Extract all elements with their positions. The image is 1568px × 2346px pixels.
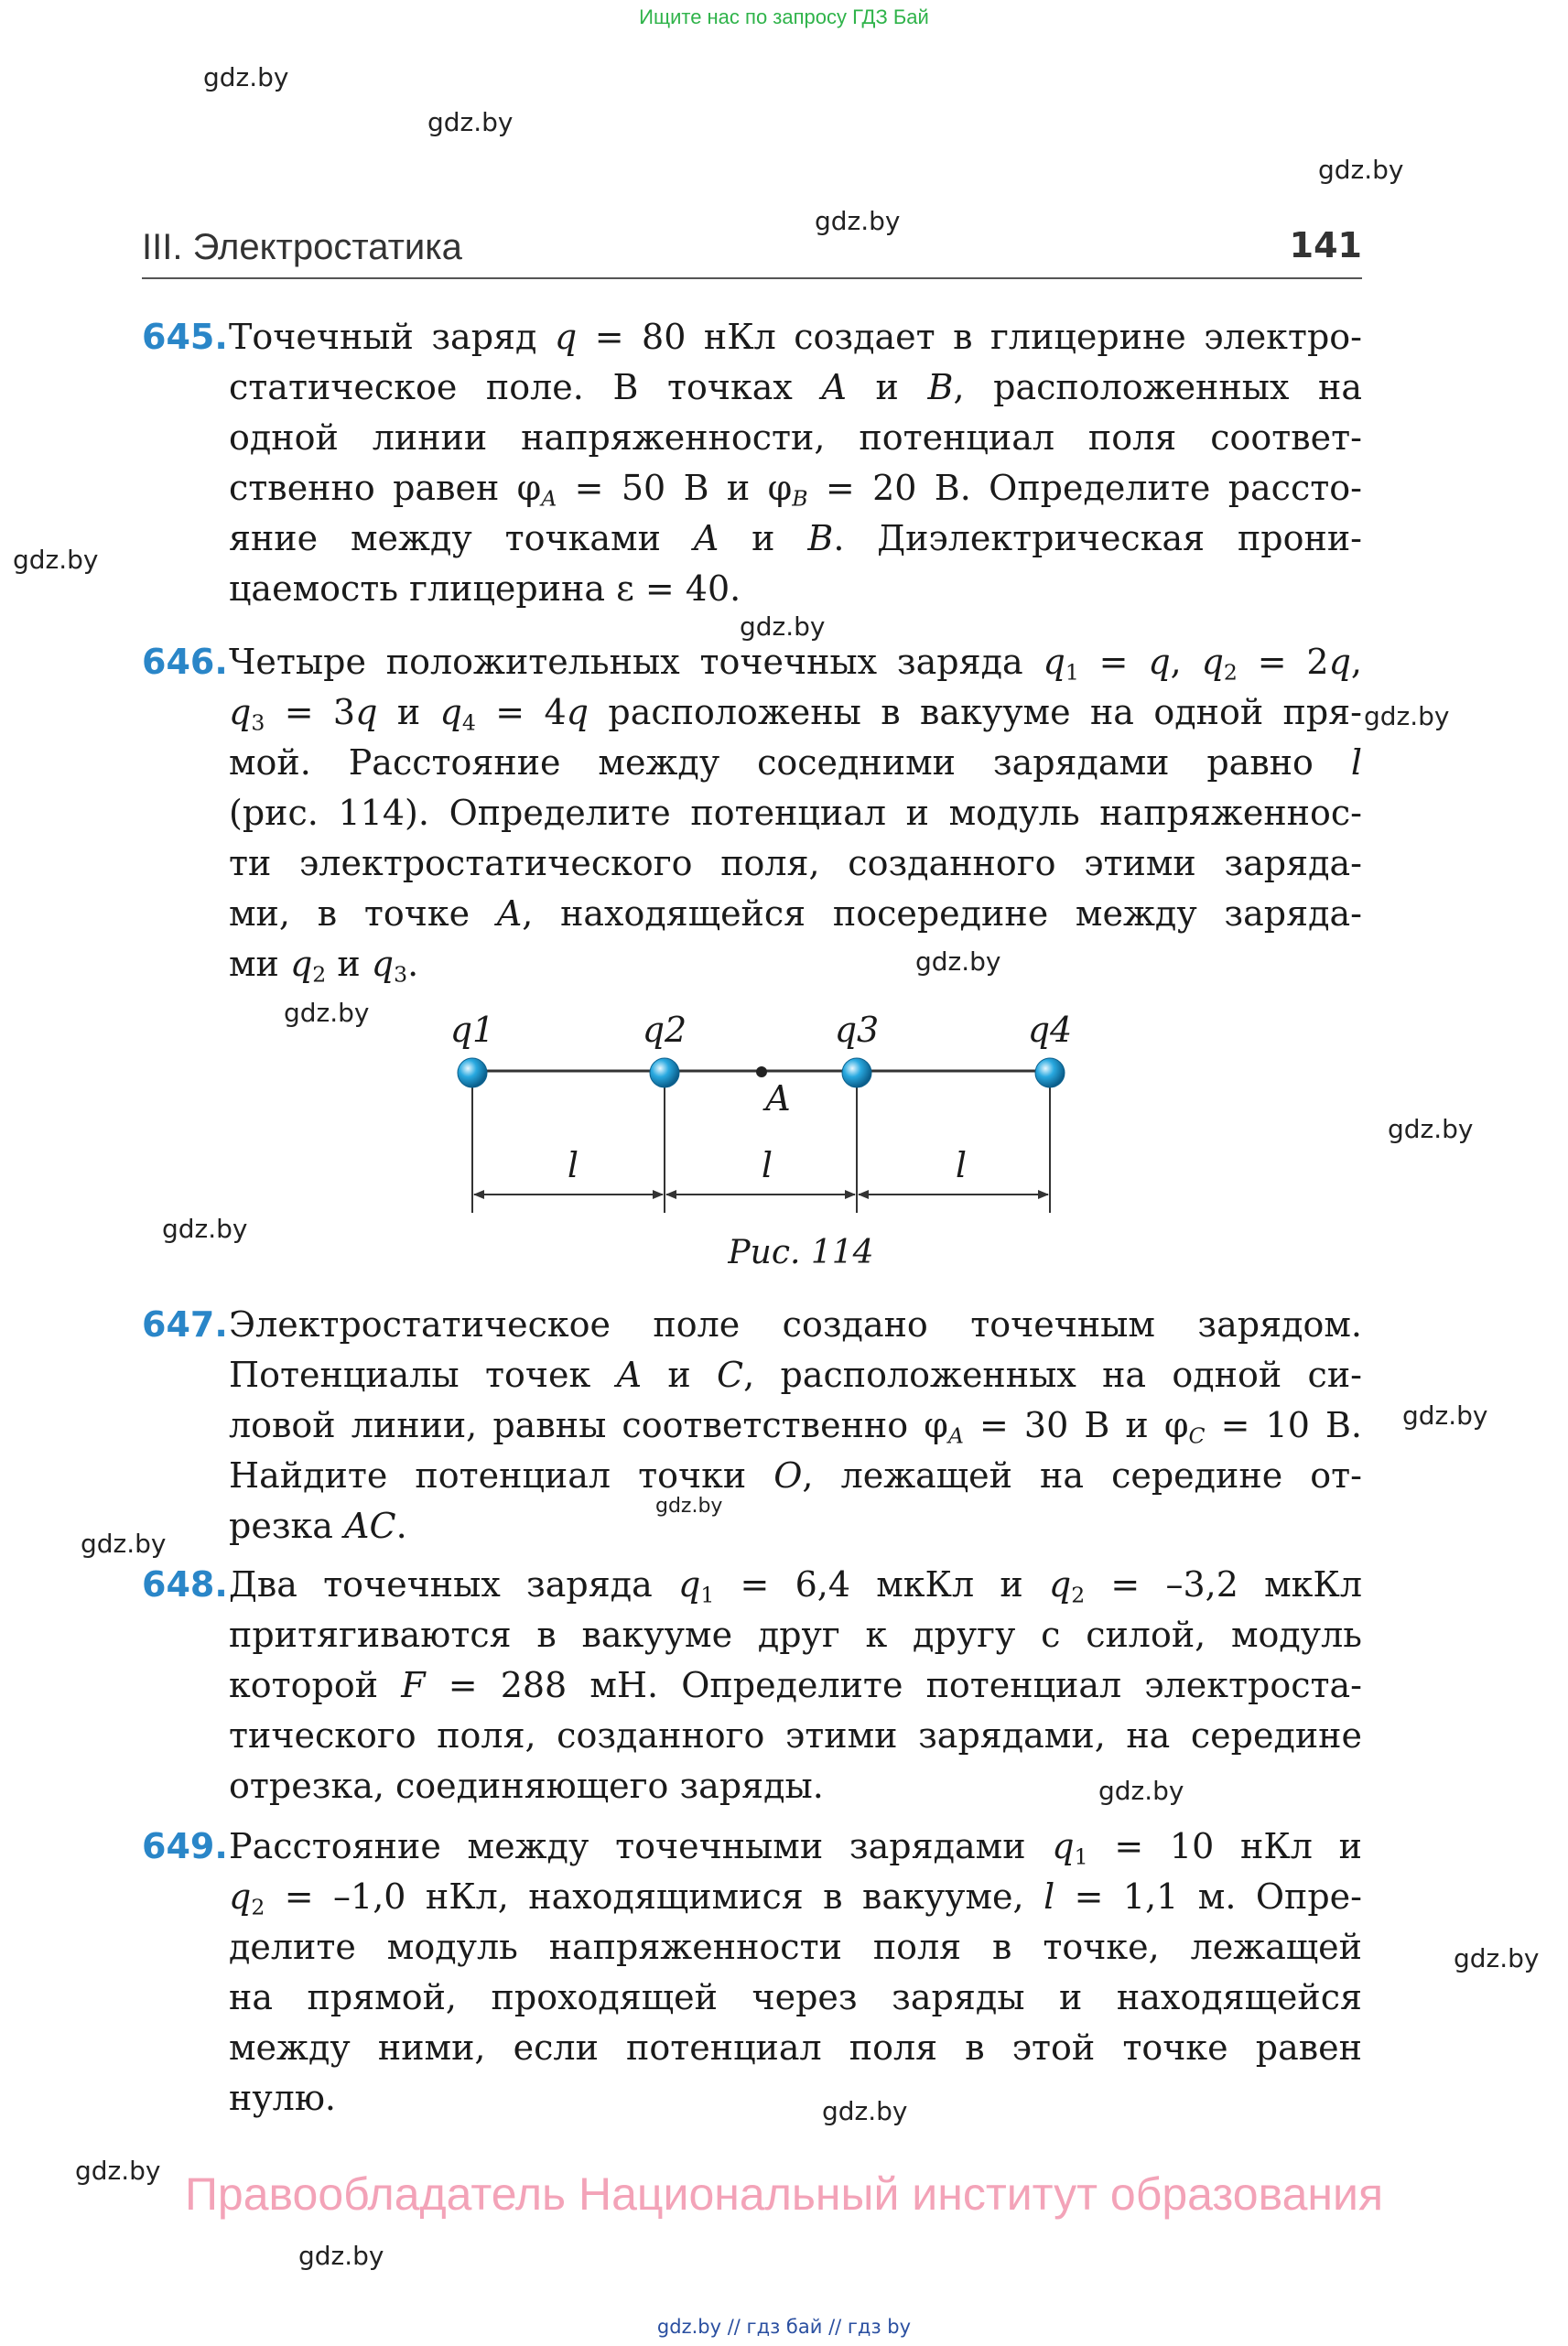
watermark: gdz.by (1098, 1776, 1184, 1806)
problem-line: мой. Расстояние между соседними зарядами равно l (229, 742, 1362, 783)
watermark: gdz.by (284, 998, 370, 1028)
problem-line: нулю. (229, 2078, 336, 2118)
problem-line: на прямой, проходящей через заряды и находящейся (229, 1977, 1362, 2017)
figure-114 (0, 998, 1568, 1236)
charge-q3 (842, 1058, 871, 1087)
header-divider (142, 277, 1362, 279)
label-distance: l (955, 1145, 968, 1185)
problem-line: Расстояние между точечными зарядами $q_1 = 10$ нКл и (229, 1826, 1362, 1870)
problem-line: ми, в точке A, находящейся посередине между заряда- (229, 893, 1362, 934)
problem-number: 647. (142, 1304, 228, 1345)
charge-q2 (650, 1058, 679, 1087)
problem-line: Найдите потенциал точки O, лежащей на середине от- (229, 1455, 1362, 1496)
watermark: gdz.by (1388, 1114, 1474, 1144)
copyright-notice: Правообладатель Национальный институт образования (184, 2168, 1384, 2220)
problem-line: Электростатическое поле создано точечным зарядом. (229, 1304, 1362, 1345)
problem-line: одной линии напряженности, потенциал поля соответ- (229, 417, 1362, 458)
problem-line: ти электростатического поля, созданного этими заряда- (229, 843, 1362, 883)
problem-646 (142, 637, 1362, 989)
problem-line: Потенциалы точек A и C, расположенных на одной си- (229, 1355, 1362, 1395)
page-number: 141 (1289, 225, 1362, 265)
problem-line: $q_2 = -1,0$ нКл, находящимися в вакууме, l = 1,1 м. Опре- (229, 1876, 1362, 1920)
label-distance: l (761, 1145, 773, 1185)
watermark: gdz.by (1454, 1943, 1540, 1973)
problem-line: статическое поле. В точках A и B, расположенных на (229, 367, 1362, 407)
watermark: gdz.by (203, 62, 289, 92)
watermark: gdz.by (1402, 1400, 1488, 1431)
charge-q4 (1035, 1058, 1065, 1087)
point-a (756, 1066, 767, 1077)
top-banner[interactable]: Ищите нас по запросу ГДЗ Бай (639, 5, 929, 28)
watermark: gdz.by (915, 946, 1001, 977)
problem-line: ловой линии, равны соответственно $\varphi_A = 30$ В и $\varphi_C = 10$ В. (229, 1405, 1363, 1449)
problem-number: 648. (142, 1564, 228, 1605)
problem-line: притягиваются в вакууме друг к другу с силой, модуль (229, 1615, 1362, 1655)
watermark: gdz.by (655, 1495, 723, 1518)
label-q1: q1 (449, 1010, 495, 1050)
problem-line: (рис. 114). Определите потенциал и модуль напряженнос- (229, 793, 1362, 833)
watermark: gdz.by (75, 2156, 161, 2186)
problem-number: 649. (142, 1826, 228, 1866)
watermark: gdz.by (822, 2096, 908, 2126)
problem-line: тического поля, созданного этими зарядами, на середине (229, 1715, 1362, 1756)
watermark: gdz.by (740, 611, 826, 642)
problem-649 (142, 1822, 1362, 2124)
watermark: gdz.by (1318, 155, 1404, 185)
problem-number: 646. (142, 642, 228, 682)
problem-648 (142, 1560, 1362, 1811)
problem-number: 645. (142, 317, 228, 357)
watermark: gdz.by (815, 206, 901, 236)
problem-line: между ними, если потенциал поля в этой точке равен (229, 2027, 1362, 2068)
label-q3: q3 (834, 1010, 880, 1050)
problem-647 (142, 1300, 1362, 1551)
section-title: III. Электростатика (142, 227, 462, 267)
problem-line: отрезка, соединяющего заряды. (229, 1766, 824, 1806)
label-q4: q4 (1027, 1010, 1073, 1050)
watermark: gdz.by (427, 107, 514, 137)
watermark: gdz.by (162, 1214, 248, 1244)
figure-caption: Рис. 114 (728, 1234, 874, 1271)
problem-line: ми $q_2$ и $q_3$. (229, 944, 419, 988)
problem-line: делите модуль напряженности поля в точке, лежащей (229, 1927, 1362, 1967)
watermark: gdz.by (298, 2241, 384, 2271)
label-q2: q2 (642, 1010, 687, 1050)
problem-line: ственно равен $\varphi_A = 50$ В и $\varphi_B = 20$ В. Определите рассто- (229, 468, 1362, 512)
problem-line: $q_3 = 3q$ и $q_4 = 4q$ расположены в вакууме на одной пря- (229, 692, 1362, 736)
watermark: gdz.by (81, 1529, 167, 1559)
problem-line: Точечный заряд q = 80 нКл создает в глицерине электро- (229, 317, 1363, 357)
label-distance: l (567, 1145, 579, 1185)
problem-line: Четыре положительных точечных заряда $q_1 = q$, $q_2 = 2q$, (229, 642, 1362, 686)
watermark: gdz.by (13, 545, 99, 575)
footer-links[interactable]: gdz.by // гдз бай // гдз by (656, 2316, 912, 2338)
problem-line: которой F = 288 мН. Определите потенциал электроста- (229, 1665, 1362, 1705)
problem-line: цаемость глицерина ε = 40. (229, 568, 741, 609)
problem-line: резка AC. (229, 1506, 407, 1546)
charge-q1 (458, 1058, 487, 1087)
label-point-a: A (765, 1078, 791, 1119)
problem-line: Два точечных заряда $q_1 = 6,4$ мкКл и $q_2 = -3,2$ мкКл (229, 1564, 1362, 1608)
problem-645 (142, 312, 1362, 614)
watermark: gdz.by (1364, 701, 1450, 731)
problem-line: яние между точками A и B. Диэлектрическая прони- (229, 518, 1362, 558)
